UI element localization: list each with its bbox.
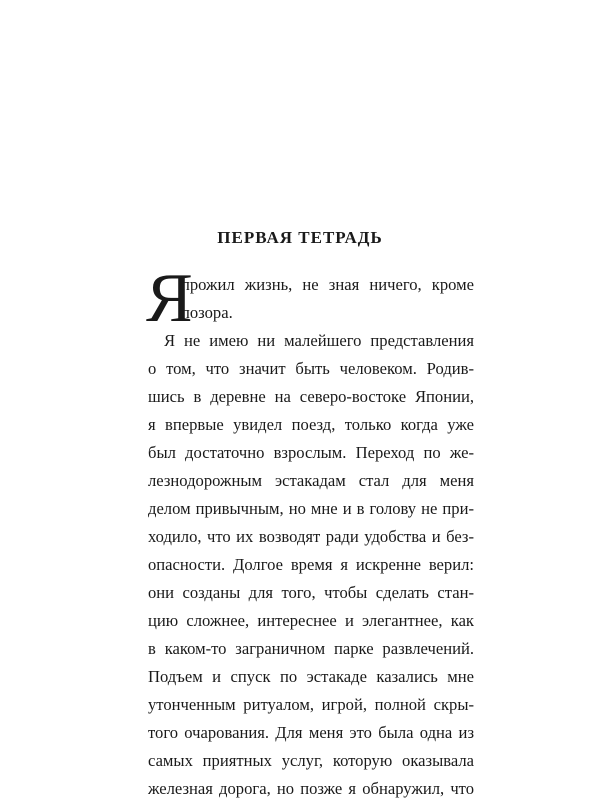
chapter-title: ПЕРВАЯ ТЕТРАДЬ [217,228,383,247]
text-line: опасности. Долгое время я искренне верил: [148,555,474,574]
text-line: делом привычным, но мне и в голову не при- [148,499,474,518]
text-line: самых приятных услуг, которую оказывала [148,751,474,770]
drop-cap: Я [146,260,193,337]
text-line: в каком-то заграничном парке развлечений. [148,639,474,658]
body-text [148,271,474,803]
text-line: цию сложнее, интереснее и элегантнее, как [148,611,474,630]
text-line: прожил жизнь, не зная ничего, кроме [181,275,474,294]
text-line: они созданы для того, чтобы сделать стан- [148,583,474,602]
text-line: позора. [181,303,233,322]
text-line: лезнодорожным эстакадам стал для меня [148,471,474,490]
text-line: о том, что значит быть человеком. Родив- [148,359,474,378]
text-line: ходило, что их возводят ради удобства и без- [148,527,474,546]
text-line: Я не имею ни малейшего представления [164,331,474,350]
text-line: утонченным ритуалом, игрой, полной скры- [148,695,474,714]
text-line: я впервые увидел поезд, только когда уже [148,415,474,434]
text-line: был достаточно взрослым. Переход по же- [148,443,474,462]
text-line: того очарования. Для меня это была одна из [148,723,474,742]
text-line: Подъем и спуск по эстакаде казались мне [148,667,474,686]
text-line: шись в деревне на северо-востоке Японии, [148,387,474,406]
text-line: железная дорога, но позже я обнаружил, что [148,779,474,798]
